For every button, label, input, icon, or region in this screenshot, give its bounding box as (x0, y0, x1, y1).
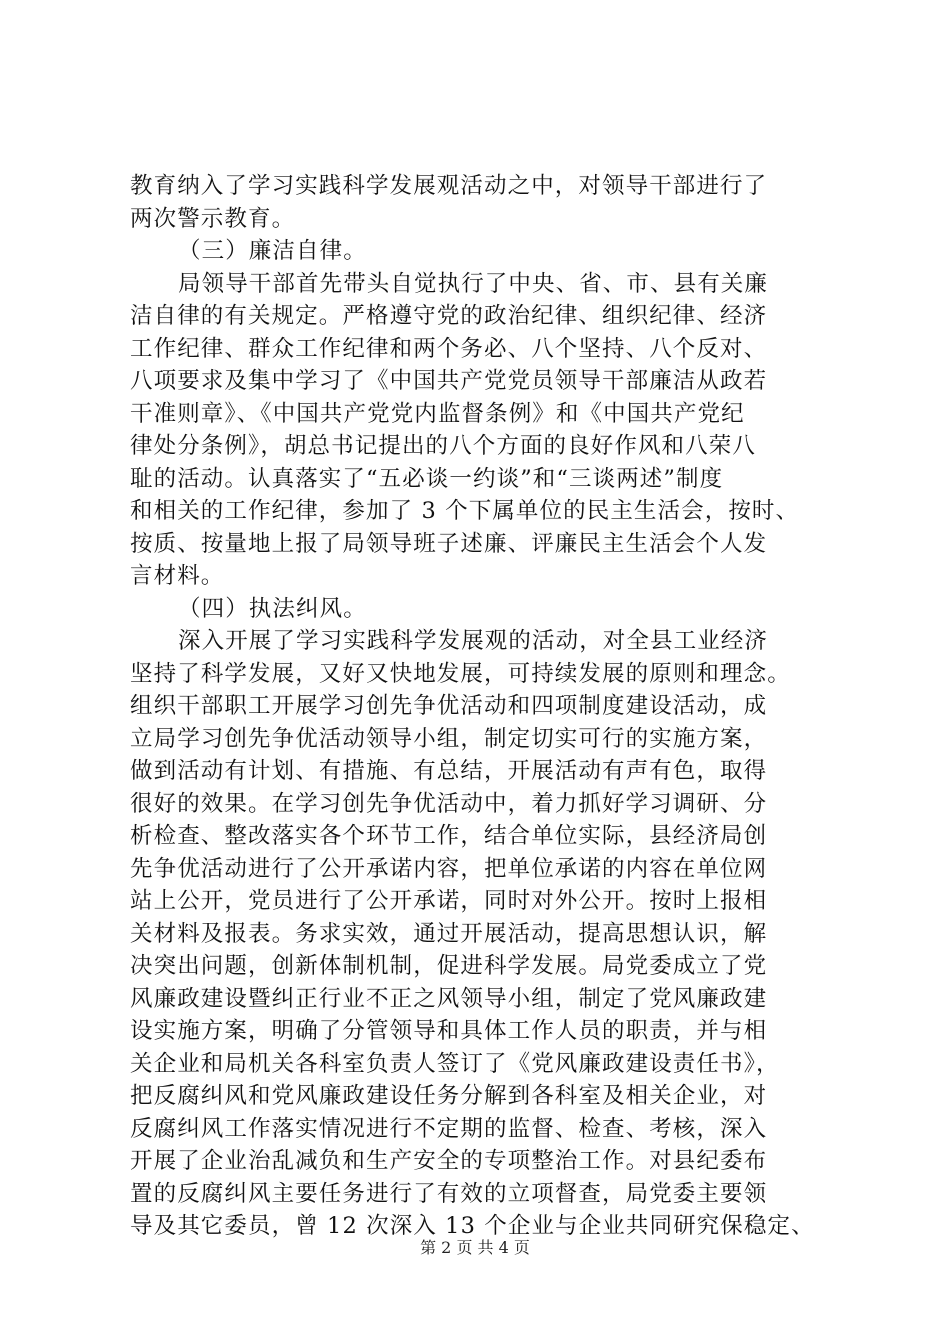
text-line: 局领导干部首先带头自觉执行了中央、省、市、县有关廉 (178, 270, 769, 297)
text-line: 很好的效果。在学习创先争优活动中，着力抓好学习调研、分 (130, 790, 768, 817)
page-footer: 第 2 页 共 4 页 (420, 1238, 530, 1257)
text-line: 工作纪律、群众工作纪律和两个务必、八个坚持、八个反对、 (130, 335, 768, 362)
text-line: 关材料及报表。务求实效，通过开展活动，提高思想认识，解 (130, 920, 768, 947)
text-line: 和相关的工作纪律，参加了 3 个下属单位的民主生活会，按时、 (130, 498, 800, 524)
text-line: 组织干部职工开展学习创先争优活动和四项制度建设活动，成 (130, 693, 768, 719)
text-line: 八项要求及集中学习了《中国共产党党员领导干部廉洁从政若 (130, 368, 768, 394)
text-line: 站上公开，党员进行了公开承诺，同时对外公开。按时上报相 (130, 888, 768, 914)
text-line: 律处分条例》，胡总书记提出的八个方面的良好作风和八荣八 (130, 433, 756, 459)
section-heading: （三）廉洁自律。 (178, 238, 367, 264)
text-line: 耻的活动。认真落实了“五必谈一约谈”和“三谈两述”制度 (130, 465, 724, 492)
text-line: 深入开展了学习实践科学发展观的活动，对全县工业经济 (178, 628, 769, 654)
text-line: 反腐纠风工作落实情况进行不定期的监督、检查、考核，深入 (130, 1115, 768, 1142)
text-line: 立局学习创先争优活动领导小组，制定切实可行的实施方案， (130, 725, 768, 752)
text-line: 关企业和局机关各科室负责人签订了《党风廉政建设责任书》， (130, 1050, 780, 1077)
text-line: 言材料。 (130, 563, 225, 589)
text-line: 洁自律的有关规定。严格遵守党的政治纪律、组织纪律、经济 (130, 303, 768, 329)
section-heading: （四）执法纠风。 (178, 595, 367, 622)
text-line: 把反腐纠风和党风廉政建设任务分解到各科室及相关企业，对 (130, 1083, 768, 1109)
text-line: 风廉政建设暨纠正行业不正之风领导小组，制定了党风廉政建 (130, 985, 768, 1012)
text-line: 导及其它委员，曾 12 次深入 13 个企业与企业共同研究保稳定、 (130, 1213, 815, 1239)
text-line: 做到活动有计划、有措施、有总结，开展活动有声有色，取得 (130, 758, 768, 784)
text-line: 干准则章》、《中国共产党党内监督条例》和《中国共产党纪 (130, 400, 745, 427)
document-body (130, 170, 850, 1243)
text-line: 先争优活动进行了公开承诺内容，把单位承诺的内容在单位网 (130, 855, 768, 882)
text-line: 坚持了科学发展，又好又快地发展，可持续发展的原则和理念。 (130, 660, 791, 687)
text-line: 析检查、整改落实各个环节工作，结合单位实际，县经济局创 (130, 823, 768, 849)
text-line: 置的反腐纠风主要任务进行了有效的立项督查，局党委主要领 (130, 1180, 768, 1207)
text-line: 开展了企业治乱减负和生产安全的专项整治工作。对县纪委布 (130, 1148, 768, 1174)
text-line: 决突出问题，创新体制机制，促进科学发展。局党委成立了党 (130, 953, 768, 979)
text-line: 两次警示教育。 (130, 205, 296, 232)
text-line: 设实施方案，明确了分管领导和具体工作人员的职责，并与相 (130, 1018, 768, 1044)
text-line: 教育纳入了学习实践科学发展观活动之中，对领导干部进行了 (130, 173, 768, 199)
text-line: 按质、按量地上报了局领导班子述廉、评廉民主生活会个人发 (130, 530, 768, 557)
